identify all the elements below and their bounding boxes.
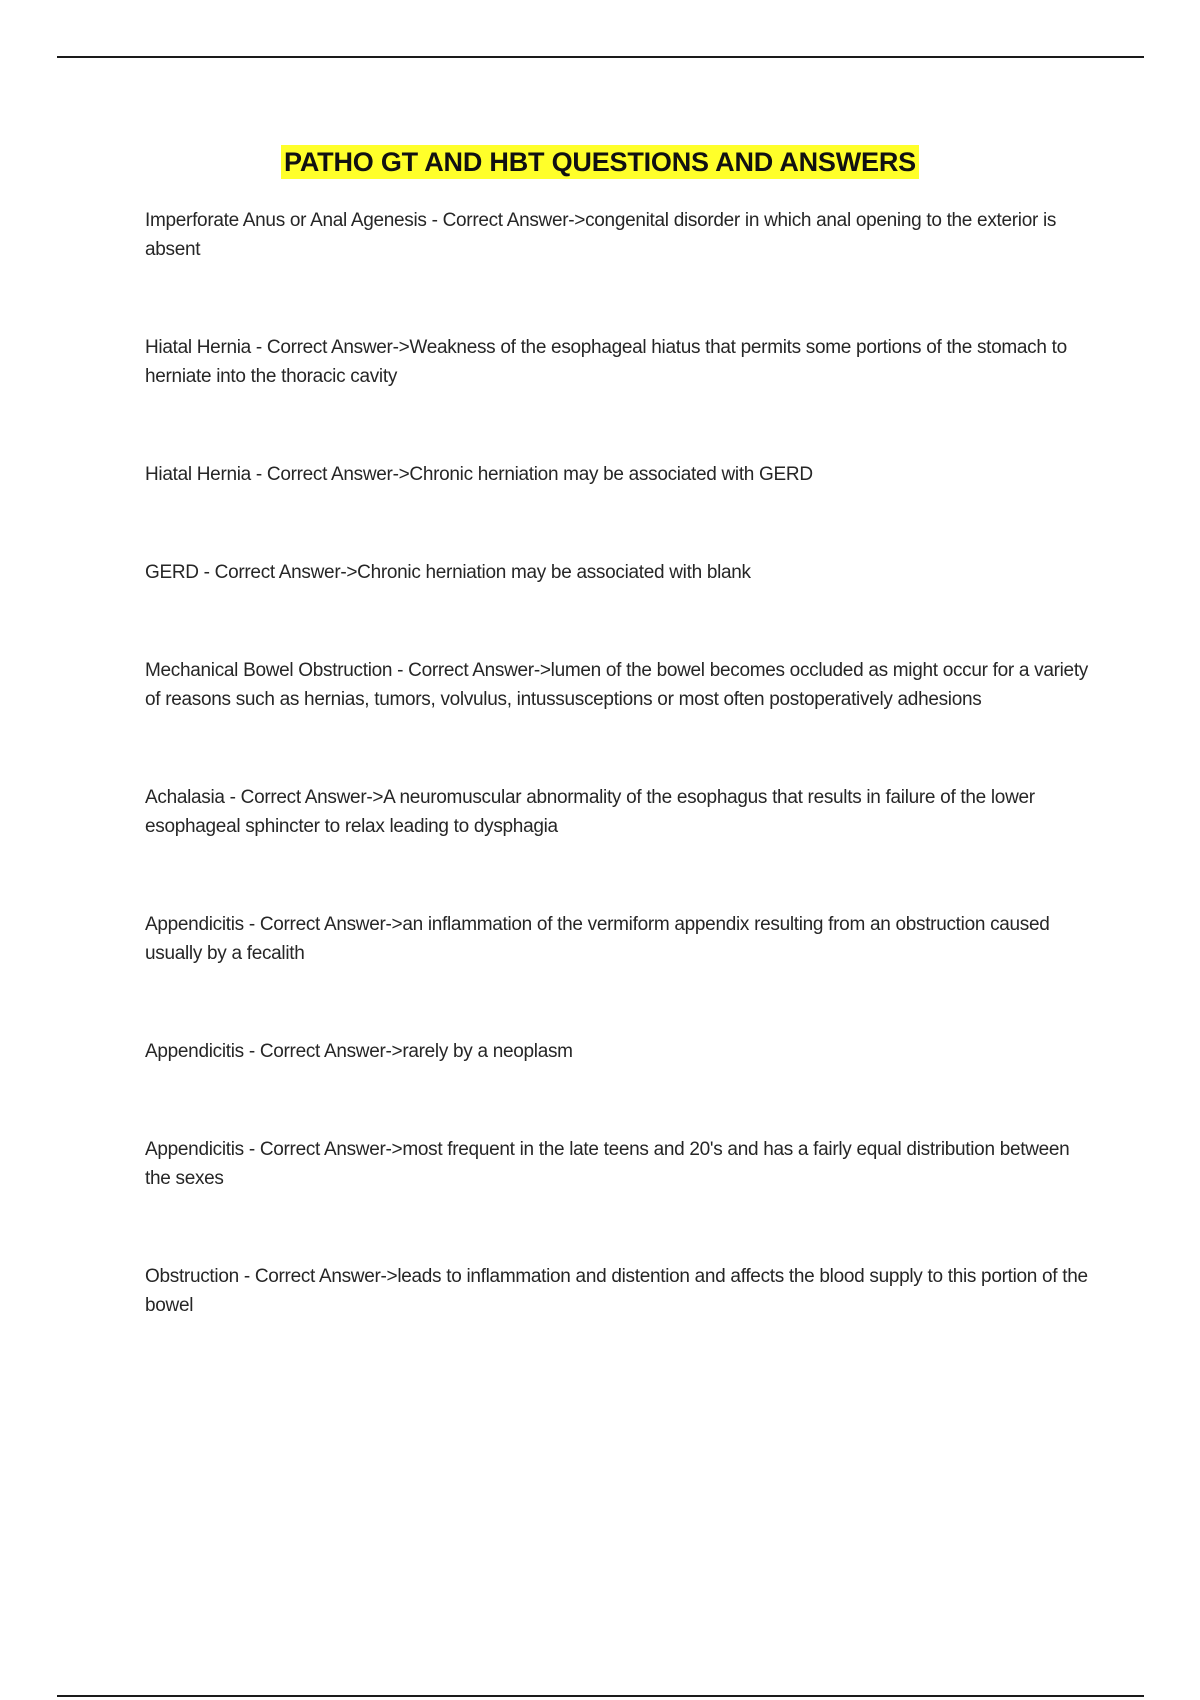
- qa-entry: Achalasia - Correct Answer->A neuromuscular abnormality of the esophagus that results in failure of the lower esophageal sphincter to relax leading to dysphagia: [145, 787, 1035, 837]
- top-rule: [57, 56, 1144, 58]
- title-container: [0, 145, 1200, 179]
- bottom-rule: [57, 1695, 1144, 1697]
- qa-entry: Mechanical Bowel Obstruction - Correct Answer->lumen of the bowel becomes occluded as might occur for a variety of reasons such as hernias, tumors, volvulus, intussusceptions or most often postoperatively adhesions: [145, 660, 1089, 710]
- qa-entry: Appendicitis - Correct Answer->an inflammation of the vermiform appendix resulting from an obstruction caused usually by a fecalith: [145, 914, 1050, 964]
- document-title: PATHO GT AND HBT QUESTIONS AND ANSWERS: [281, 145, 919, 179]
- qa-list: [145, 206, 1090, 1320]
- qa-entry: Hiatal Hernia - Correct Answer->Chronic herniation may be associated with GERD: [145, 464, 813, 485]
- qa-entry: Appendicitis - Correct Answer->most frequent in the late teens and 20's and has a fairly equal distribution between the sexes: [145, 1139, 1070, 1189]
- qa-entry: Hiatal Hernia - Correct Answer->Weakness of the esophageal hiatus that permits some portions of the stomach to herniate into the thoracic cavity: [145, 337, 1067, 387]
- qa-entry: Appendicitis - Correct Answer->rarely by a neoplasm: [145, 1041, 573, 1062]
- qa-entry: Obstruction - Correct Answer->leads to inflammation and distention and affects the blood supply to this portion of the bowel: [145, 1266, 1088, 1316]
- qa-entry: Imperforate Anus or Anal Agenesis - Correct Answer->congenital disorder in which anal opening to the exterior is absent: [145, 210, 1057, 260]
- qa-entry: GERD - Correct Answer->Chronic herniation may be associated with blank: [145, 562, 751, 583]
